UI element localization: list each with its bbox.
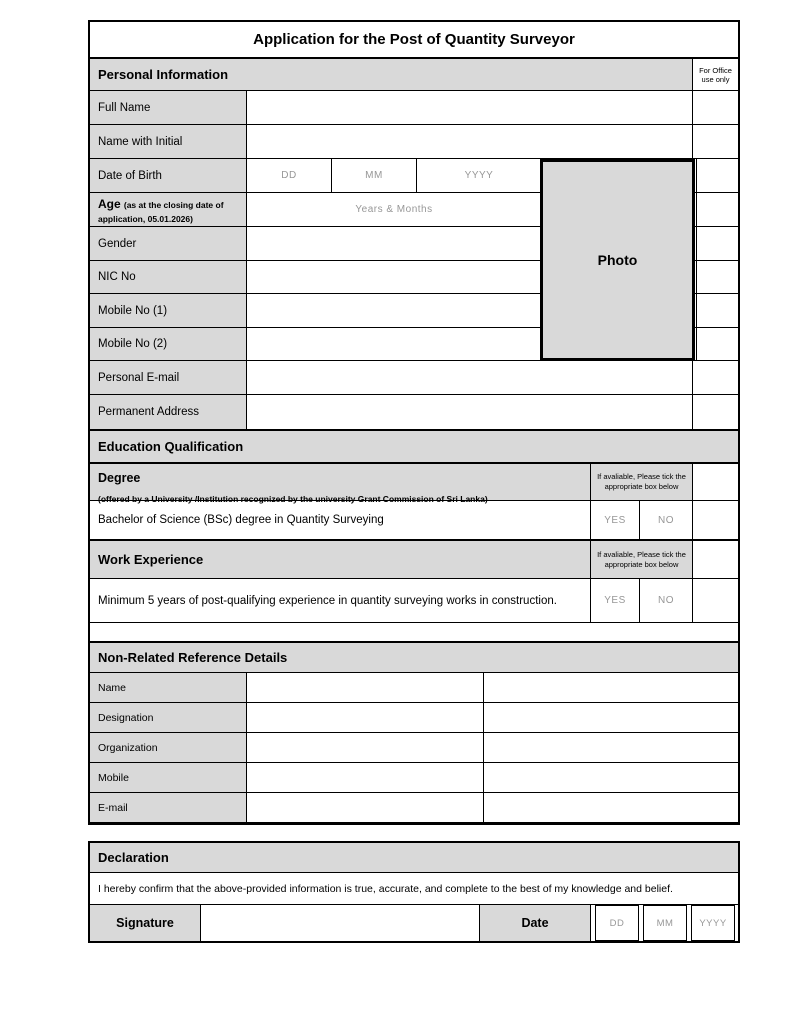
photo-upload-box[interactable]	[540, 159, 695, 361]
application-form	[88, 20, 740, 943]
declaration-text: I hereby confirm that the above-provided information is true, accurate, and complete to the best of my knowledge and belief.	[98, 882, 673, 895]
reference1-email-input[interactable]	[247, 793, 484, 822]
degree-label-note: (offered by a University /Institution recognized by the university Grant Commission of Sri Lanka)	[98, 494, 488, 504]
mobile1-label: Mobile No (1)	[90, 294, 247, 327]
experience-header-row	[90, 540, 738, 579]
personal-info-header-row	[90, 58, 738, 91]
reference2-organization-input[interactable]	[484, 733, 738, 762]
mobile1-input[interactable]	[247, 294, 542, 327]
title-row	[90, 22, 738, 58]
education-header: Education Qualification	[90, 431, 738, 462]
reference2-mobile-input[interactable]	[484, 763, 738, 792]
reference1-designation-input[interactable]	[247, 703, 484, 732]
office-cell[interactable]	[693, 395, 738, 429]
date-label: Date	[480, 905, 591, 941]
address-row	[90, 395, 738, 430]
degree-item-row	[90, 501, 738, 540]
reference-designation-label: Designation	[90, 703, 247, 732]
declaration-table	[88, 841, 740, 943]
name-initial-input[interactable]	[247, 125, 693, 158]
degree-label-main: Degree	[98, 471, 141, 485]
full-name-row	[90, 91, 738, 125]
office-cell[interactable]	[693, 91, 738, 124]
office-cell[interactable]	[697, 193, 738, 226]
office-cell[interactable]	[693, 125, 738, 158]
degree-no-tickbox[interactable]: NO	[640, 501, 693, 539]
photo-label: Photo	[597, 252, 638, 268]
reference-header-row	[90, 642, 738, 673]
reference2-email-input[interactable]	[484, 793, 738, 822]
gender-input[interactable]	[247, 227, 542, 260]
reference-email-label: E-mail	[90, 793, 247, 822]
personal-info-header: Personal Information	[90, 59, 693, 90]
dob-yyyy-input[interactable]: YYYY	[417, 159, 542, 192]
reference-organization-label: Organization	[90, 733, 247, 762]
office-cell[interactable]	[697, 328, 738, 360]
experience-header: Work Experience	[90, 541, 591, 578]
dob-mm-input[interactable]: MM	[332, 159, 417, 192]
dob-label: Date of Birth	[90, 159, 247, 192]
name-initial-row	[90, 125, 738, 159]
signature-row	[90, 905, 738, 941]
main-form-table	[88, 20, 740, 825]
office-cell[interactable]	[697, 261, 738, 293]
signature-input[interactable]	[201, 905, 480, 941]
full-name-label: Full Name	[90, 91, 247, 124]
age-input[interactable]: Years & Months	[247, 193, 542, 226]
age-label	[90, 193, 247, 226]
degree-yes-tickbox[interactable]: YES	[591, 501, 640, 539]
date-input-zone	[591, 905, 738, 941]
gender-label: Gender	[90, 227, 247, 260]
email-label: Personal E-mail	[90, 361, 247, 394]
age-label-main: Age	[98, 197, 121, 211]
declaration-header-row	[90, 843, 738, 873]
address-input[interactable]	[247, 395, 693, 429]
experience-no-tickbox[interactable]: NO	[640, 579, 693, 622]
page-title: Application for the Post of Quantity Surveyor	[253, 31, 575, 48]
nic-label: NIC No	[90, 261, 247, 293]
experience-yes-tickbox[interactable]: YES	[591, 579, 640, 622]
spacer-row	[90, 623, 738, 642]
dob-dd-input[interactable]: DD	[247, 159, 332, 192]
experience-item-row	[90, 579, 738, 623]
office-cell[interactable]	[697, 294, 738, 327]
reference-organization-row	[90, 733, 738, 763]
declaration-header: Declaration	[90, 843, 738, 872]
mobile2-input[interactable]	[247, 328, 542, 360]
reference-email-row	[90, 793, 738, 823]
date-mm-input[interactable]: MM	[643, 905, 687, 941]
office-cell[interactable]	[693, 361, 738, 394]
reference2-designation-input[interactable]	[484, 703, 738, 732]
section-gap	[88, 825, 740, 841]
reference-mobile-label: Mobile	[90, 763, 247, 792]
nic-input[interactable]	[247, 261, 542, 293]
signature-label: Signature	[90, 905, 201, 941]
date-dd-input[interactable]: DD	[595, 905, 639, 941]
office-cell[interactable]	[693, 464, 738, 500]
email-input[interactable]	[247, 361, 693, 394]
reference-designation-row	[90, 703, 738, 733]
office-cell[interactable]	[693, 501, 738, 539]
reference1-mobile-input[interactable]	[247, 763, 484, 792]
reference1-name-input[interactable]	[247, 673, 484, 702]
reference-header: Non-Related Reference Details	[90, 643, 738, 672]
age-label-note: (as at the closing date of application, 05.01.2026)	[98, 200, 224, 225]
office-use-label: For Office use only	[693, 59, 738, 90]
name-initial-label: Name with Initial	[90, 125, 247, 158]
reference-name-row	[90, 673, 738, 703]
date-yyyy-input[interactable]: YYYY	[691, 905, 735, 941]
education-tick-note: If avaliable, Please tick the appropriate box below	[591, 464, 693, 500]
degree-label	[90, 464, 591, 504]
reference-mobile-row	[90, 763, 738, 793]
education-header-row	[90, 430, 738, 463]
office-cell[interactable]	[693, 579, 738, 622]
spacer-cell	[90, 623, 738, 641]
email-row	[90, 361, 738, 395]
experience-item-text: Minimum 5 years of post-qualifying experience in quantity surveying works in construction.	[90, 579, 591, 622]
mobile2-label: Mobile No (2)	[90, 328, 247, 360]
degree-item-text: Bachelor of Science (BSc) degree in Quantity Surveying	[90, 501, 591, 539]
declaration-text-row	[90, 873, 738, 905]
reference-name-label: Name	[90, 673, 247, 702]
office-cell[interactable]	[693, 541, 738, 578]
reference1-organization-input[interactable]	[247, 733, 484, 762]
full-name-input[interactable]	[247, 91, 693, 124]
office-cell[interactable]	[697, 159, 738, 192]
office-cell[interactable]	[697, 227, 738, 260]
reference2-name-input[interactable]	[484, 673, 738, 702]
experience-tick-note: If avaliable, Please tick the appropriate box below	[591, 541, 693, 578]
degree-header-row	[90, 463, 738, 504]
address-label: Permanent Address	[90, 395, 247, 429]
